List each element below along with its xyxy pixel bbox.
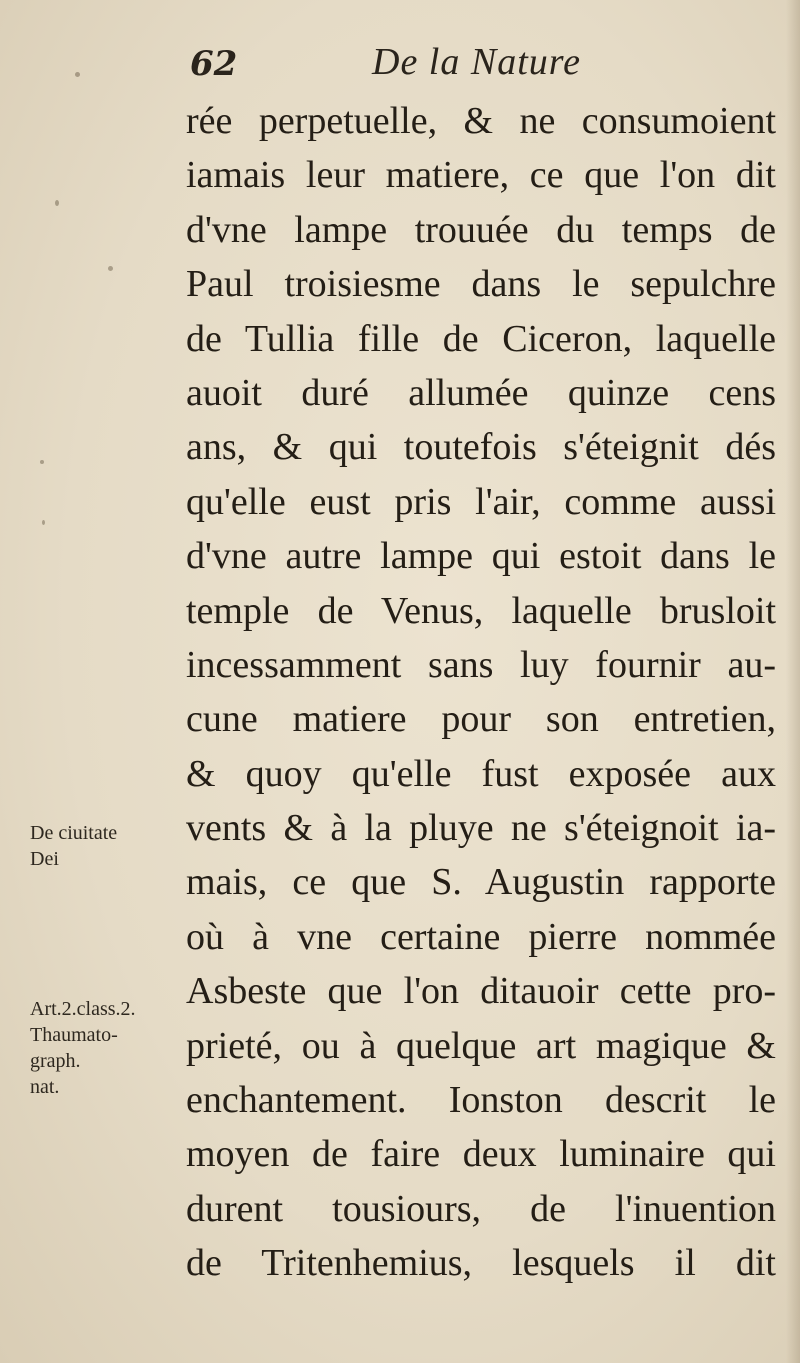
text-line: enchantement. Ionston descrit le [186,1079,776,1122]
text-line: de Tritenhemius, lesquels il dit [186,1242,776,1285]
text-line: Paul troisiesme dans le sepulchre [186,263,776,306]
text-line: ans, & qui toutefois s'éteignit dés [186,426,776,469]
main-text-block [186,94,776,1291]
margin-note-line: Thaumato- [30,1024,118,1046]
margin-note-line: De ciuitate [30,822,118,844]
text-line: durent tousiours, de l'inuention [186,1187,776,1230]
text-line: cune matiere pour son entretien, [186,698,776,741]
text-line: incessamment sans luy fournir au- [186,643,776,686]
margin-note-line: Art.2.class.2. [30,998,136,1020]
margin-note-line: graph. [30,1050,81,1072]
text-line: moyen de faire deux luminaire qui [186,1133,776,1176]
margin-note-de-ciuitate-dei [30,820,117,872]
running-header [190,38,660,88]
page-edge-shadow [786,0,800,1363]
page-number: 62 [190,44,238,84]
margin-note-thaumatograph [30,996,136,1100]
text-line: prieté, ou à quelque art magique & [186,1024,776,1067]
text-line: & quoy qu'elle fust exposée aux [186,752,776,795]
text-line: rée perpetuelle, & ne consumoient [186,100,776,142]
text-line: temple de Venus, laquelle brusloit [186,589,776,632]
text-line: auoit duré allumée quinze cens [186,371,776,414]
text-line: qu'elle eust pris l'air, comme aussi [186,480,776,523]
text-line: iamais leur matiere, ce que l'on dit [186,154,776,197]
running-title: De la Nature [372,41,582,83]
text-line: Asbeste que l'on ditauoir cette pro- [186,970,776,1013]
text-line: d'vne lampe trouuée du temps de [186,208,776,251]
text-line: où à vne certaine pierre nommée [186,915,776,958]
margin-note-line: nat. [30,1076,60,1098]
margin-note-line: Dei [30,848,59,870]
text-line: de Tullia fille de Ciceron, laquelle [186,317,776,360]
text-line: vents & à la pluye ne s'éteignoit ia- [186,807,776,850]
text-line: mais, ce que S. Augustin rapporte [186,861,776,904]
text-line: d'vne autre lampe qui estoit dans le [186,535,776,578]
